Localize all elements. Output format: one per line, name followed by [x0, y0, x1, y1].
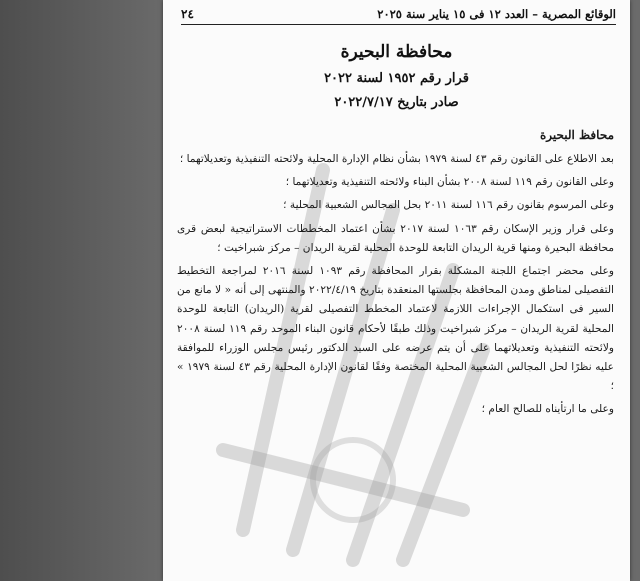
page-number: ٢٤ — [181, 7, 194, 21]
paragraph: وعلى القانون رقم ١١٩ لسنة ٢٠٠٨ بشأن البناء ولائحته التنفيذية وتعديلاتهما ؛ — [285, 176, 614, 189]
governorate-title: محافظة البحيرة — [340, 42, 453, 62]
paragraph: بعد الاطلاع على القانون رقم ٤٣ لسنة ١٩٧٩ بشأن نظام الإدارة المحلية ولائحته التنفيذية وتعديلاتهما ؛ — [179, 153, 614, 165]
page-header — [181, 4, 616, 25]
running-title: الوقائع المصرية – العدد ١٢ فى ١٥ يناير سنة ٢٠٢٥ — [377, 7, 616, 21]
paragraph: وعلى محضر اجتماع اللجنة المشكلة بقرار المحافظة رقم ١٠٩٣ لسنة ٢٠١٦ لمراجعة التخطيط التفصيلى لمناطق ومدن المحافظة بجلستها المنعقدة بتاريخ ٢٠٢٢/٤/١٩ والمنتهى إلى أنه « لا مانع من السير فى استكمال الإجراءات اللازمة لاعتماد المخطط التفصيلى لقرية (الريدان) التابعة للوحدة المحلية لقرية الريدان – مركز شبراخيت وذلك طبقًا لأحكام قانون البناء الموحد رقم ١١٩ لسنة ٢٠٠٨ ولائحته التنفيذية وتعديلاتهما على أن يتم عرضه على السيد الدكتور رئيس مجلس الوزراء للموافقة عليه نظرًا لحل المجالس الشعبية المحلية المختصة وفقًا لقانون الإدارة المحلية رقم ٤٣ لسنة ١٩٧٩ » ؛ — [177, 265, 614, 393]
issued-date: صادر بتاريخ ٢٠٢٢/٧/١٧ — [334, 95, 459, 110]
paragraph: وعلى المرسوم بقانون رقم ١١٦ لسنة ٢٠١١ بحل المجالس الشعبية المحلية ؛ — [283, 199, 614, 212]
document-page — [163, 0, 630, 581]
paragraph: وعلى قرار وزير الإسكان رقم ١٠٦٣ لسنة ٢٠١٧ بشأن اعتماد المخططات الاستراتيجية لبعض قرى محافظة البحيرة ومنها قرية الريدان التابعة للوحدة المحلية لقرية الريدان – مركز شبراخيت ؛ — [177, 222, 615, 254]
paragraph: وعلى ما ارتأيناه للصالح العام ؛ — [481, 403, 614, 416]
viewer-background-left — [0, 0, 163, 581]
decree-titles — [163, 40, 630, 114]
signatory-heading: محافظ البحيرة — [539, 128, 614, 142]
decree-number: قرار رقم ١٩٥٢ لسنة ٢٠٢٢ — [324, 71, 469, 86]
viewer-scrollbar-area[interactable] — [630, 0, 640, 581]
decree-body — [177, 126, 614, 424]
